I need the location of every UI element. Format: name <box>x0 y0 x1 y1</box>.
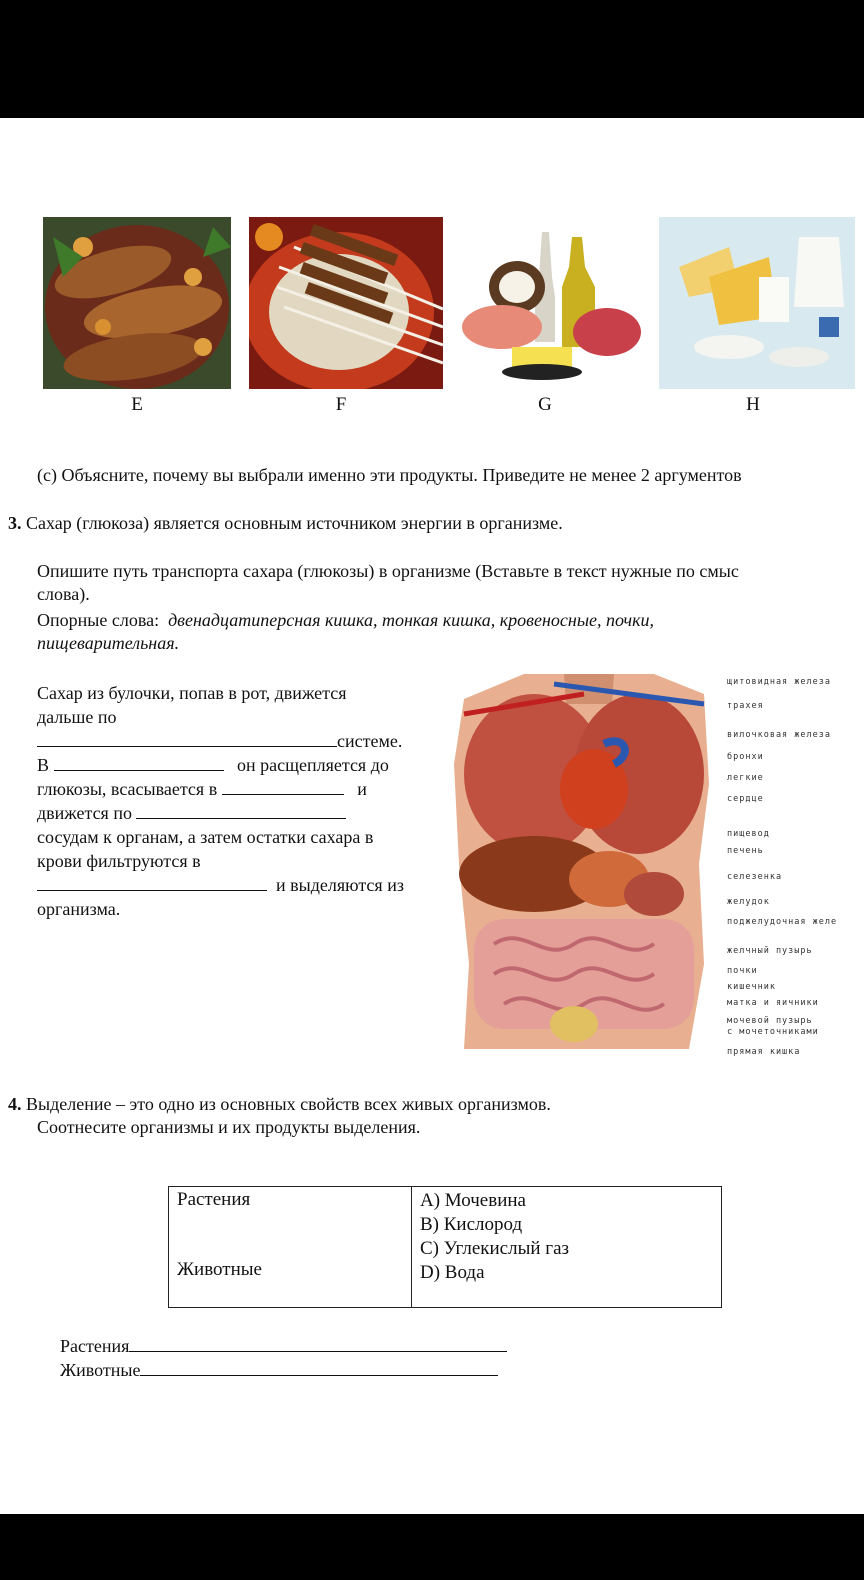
fill-text-line: В он расщепляется до <box>37 755 389 775</box>
answer-blank[interactable] <box>140 1361 498 1376</box>
bottom-black-bar <box>0 1514 864 1580</box>
label-stomach: желудок <box>727 897 770 907</box>
products-cell <box>412 1187 722 1308</box>
image-label-g: G <box>538 394 552 415</box>
fill-text-line: организма. <box>37 899 121 919</box>
answer-blank[interactable] <box>54 756 224 771</box>
fill-text-line: Сахар из булочки, попав в рот, движется <box>37 683 347 703</box>
fried-fish-image <box>43 217 231 389</box>
fill-text-line: и выделяются из <box>37 874 404 896</box>
human-anatomy-diagram <box>454 664 864 1064</box>
answer-blank[interactable] <box>129 1337 507 1352</box>
fill-text-line: глюкозы, всасывается в и <box>37 779 367 799</box>
fill-text-line: крови фильтруются в <box>37 851 201 871</box>
answer-line-plants: Растения <box>60 1335 507 1357</box>
answer-blank[interactable] <box>222 780 344 795</box>
label-liver: печень <box>727 846 764 856</box>
fill-text-line: сосудам к органам, а затем остатки сахара в <box>37 827 374 847</box>
option-c: С) Углекислый газ <box>420 1238 570 1259</box>
question-3-instruction: Опишите путь транспорта сахара (глюкозы) в организме (Вставьте в текст нужные по смыс <box>37 561 739 581</box>
label-bladder: мочевой пузырь <box>727 1016 813 1026</box>
fill-text-line: дальше по <box>37 707 117 727</box>
answer-blank[interactable] <box>37 732 337 747</box>
organism-plants: Растения <box>177 1189 251 1210</box>
label-pancreas: поджелудочная желе <box>727 917 838 927</box>
answer-blank[interactable] <box>136 804 346 819</box>
label-uterus: матка и яичники <box>727 998 819 1008</box>
top-black-bar <box>0 0 864 118</box>
fill-text-line: системе. <box>37 730 402 752</box>
option-b: В) Кислород <box>420 1214 523 1235</box>
question-4-title: 4. Выделение – это одно из основных свойств всех живых организмов. <box>8 1094 551 1114</box>
label-gallbladder: желчный пузырь <box>727 946 813 956</box>
label-esophagus: пищевод <box>727 829 770 839</box>
image-label-h: H <box>746 394 760 415</box>
question-3-keywords: Опорные слова: двенадцатиперсная кишка, тонкая кишка, кровеносные, почки, <box>37 610 655 630</box>
kebab-skewers-image <box>249 217 443 389</box>
label-thymus: вилочковая железа <box>727 730 831 740</box>
label-thyroid: щитовидная железа <box>727 677 831 687</box>
label-kidneys: почки <box>727 966 758 976</box>
question-3-instruction-cont: слова). <box>37 584 90 604</box>
label-bladder-cont: с мочеточниками <box>727 1027 819 1037</box>
label-intestine: кишечник <box>727 982 776 992</box>
answer-blank[interactable] <box>37 876 267 891</box>
question-4-subtitle: Соотнесите организмы и их продукты выделения. <box>37 1117 421 1137</box>
option-d: D) Вода <box>420 1262 485 1283</box>
label-spleen: селезенка <box>727 872 783 882</box>
label-rectum: прямая кишка <box>727 1047 801 1057</box>
question-c: (c) Объясните, почему вы выбрали именно эти продукты. Приведите не менее 2 аргументов <box>37 465 742 485</box>
organism-animals: Животные <box>177 1259 262 1280</box>
label-heart: сердце <box>727 794 764 804</box>
fill-text-line: движется по <box>37 802 346 824</box>
answer-line-animals: Животные <box>60 1359 498 1381</box>
question-3-title: 3. Сахар (глюкоза) является основным источником энергии в организме. <box>8 513 563 533</box>
option-a: А) Мочевина <box>420 1190 526 1211</box>
label-trachea: трахея <box>727 701 764 711</box>
dairy-products-image <box>659 217 855 389</box>
label-bronchi: бронхи <box>727 752 764 762</box>
organisms-cell <box>169 1187 412 1308</box>
label-lungs: легкие <box>727 773 764 783</box>
image-label-f: F <box>335 394 347 415</box>
oils-fats-image <box>457 217 641 389</box>
image-label-e: E <box>131 394 143 415</box>
question-3-keywords-cont: пищеварительная. <box>37 633 180 653</box>
matching-table <box>168 1186 722 1308</box>
